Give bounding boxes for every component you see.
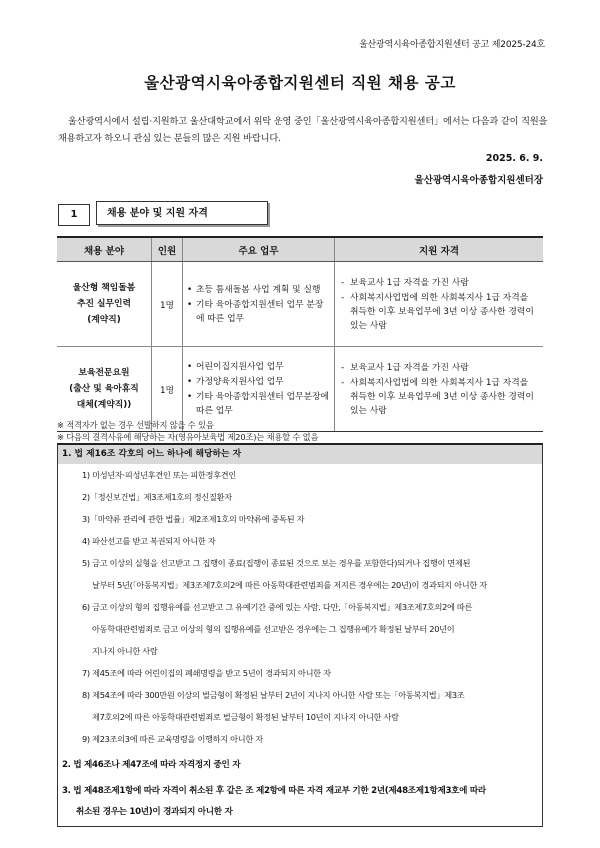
recruitment-table [57,236,543,432]
table-header-row [57,237,543,262]
list-item: 7) 제45조에 따라 어린이집의 폐쇄명령을 받고 5년이 경과되지 아니한 자 [82,668,331,678]
qualifications-cell: - 보육교사 1급 자격을 가진 사람 - 사회복지사업법에 의한 사회복지사 1급 자격을 취득한 이후 보육업무에 3년 이상 종사한 경력이 있는 사람 [335,262,544,347]
list-item: 제7호의2에 따른 아동학대관련범죄로 벌금형이 확정된 날부터 10년이 지나지 아니한 사람 [92,712,399,722]
field-cell: 울산형 책임돌봄 추진 실무인력 (계약직) [57,262,152,347]
page-title: 울산광역시육아종합지원센터 직원 채용 공고 [144,74,456,92]
intro-paragraph: 울산광역시에서 설립·지원하고 울산대학교에서 위탁 운영 중인「울산광역시육아종합지원센터」에서는 다음과 같이 직원을 채용하고자 하오니 관심 있는 분들의 많은 지원 바랍니다. [58,116,548,144]
list-item: 8) 제54조에 따라 300만원 이상의 벌금형이 확정된 날부터 2년이 지나지 아니한 사람 또는「아동복지법」제3조 [82,690,465,700]
notice-number: 울산광역시육아종합지원센터 공고 제2025-24호 [359,40,545,50]
list-item: 3)「마약류 관리에 관한 법률」제2조제1호의 마약류에 중독된 자 [82,514,305,524]
qualifications-cell: - 보육교사 1급 자격을 가진 사람 - 사회복지사업법에 의한 사회복지사 1급 자격을 취득한 이후 보육업무에 3년 이상 종사한 경력이 있는 사람 [335,347,544,432]
list-item: 지나지 아니한 사람 [92,646,158,656]
disqualification-box [57,443,543,827]
list-item: 2)「정신보건법」제3조제1호의 정신질환자 [82,492,232,502]
note-disqualification: ※ 다음의 결격사유에 해당하는 자(영유아보육법 제20조)는 채용할 수 없음 [57,432,319,442]
disqualification-item-2: 2. 법 제46조나 제47조에 따라 자격정지 중인 자 [62,760,241,770]
list-item: 4) 파산선고를 받고 복권되지 아니한 자 [82,536,216,546]
duties-cell: • 어린이집지원사업 업무 • 가정양육지원사업 업무 • 기타 육아종합지원센터 업무분장에 따른 업무 [183,347,335,432]
header-qualifications: 지원 자격 [335,237,544,262]
section-title: 채용 분야 및 지원 자격 [96,201,268,225]
header-field: 채용 분야 [57,237,152,262]
list-item: 6) 금고 이상의 형의 집행유예를 선고받고 그 유예기간 중에 있는 사람. 다만,「아동복지법」제3조제7호의2에 따른 [82,602,473,612]
note-no-selection: ※ 적격자가 없는 경우 선발하지 않을 수 있음 [57,420,214,430]
list-item: 5) 금고 이상의 실형을 선고받고 그 집행이 종료(집행이 종료된 것으로 보는 경우를 포함한다)되거나 집행이 면제된 [82,558,471,568]
duties-cell: • 초등 틈새돌봄 사업 계획 및 실행 • 기타 육아종합지원센터 업무 분장에 따른 업무 [183,262,335,347]
signer: 울산광역시육아종합지원센터장 [414,175,543,186]
notice-date: 2025. 6. 9. [485,153,543,164]
field-cell: 보육전문요원 (출산 및 육아휴직 대체(계약직)) [57,347,152,432]
disqualification-item-3-cont: 취소된 경우는 10년)이 경과되지 아니한 자 [76,807,233,817]
list-item: 아동학대관련범죄로 금고 이상의 형의 집행유예를 선고받은 경우에는 그 집행유예가 확정된 날부터 20년이 [92,624,455,634]
disqualification-heading: 1. 법 제16조 각호의 어느 하나에 해당하는 자 [58,445,542,464]
list-item: 9) 제23조의3에 따른 교육명령을 이행하지 아니한 자 [82,734,263,744]
section-number: 1 [58,204,90,226]
list-item: 1) 미성년자·피성년후견인 또는 피한정후견인 [82,470,236,480]
disqualification-item-3: 3. 법 제48조제1항에 따라 자격이 취소된 후 같은 조 제2항에 따른 자격 재교부 기한 2년(제48조제1항제3호에 따라 [62,786,486,796]
table-row [57,262,543,347]
list-item: 날부터 5년(「아동복지법」제3조제7호의2에 따른 아동학대관련범죄를 저지른 경우에는 20년)이 경과되지 아니한 자 [92,580,487,590]
count-cell: 1명 [152,347,183,432]
header-duties: 주요 업무 [183,237,335,262]
count-cell: 1명 [152,262,183,347]
header-count: 인원 [152,237,183,262]
